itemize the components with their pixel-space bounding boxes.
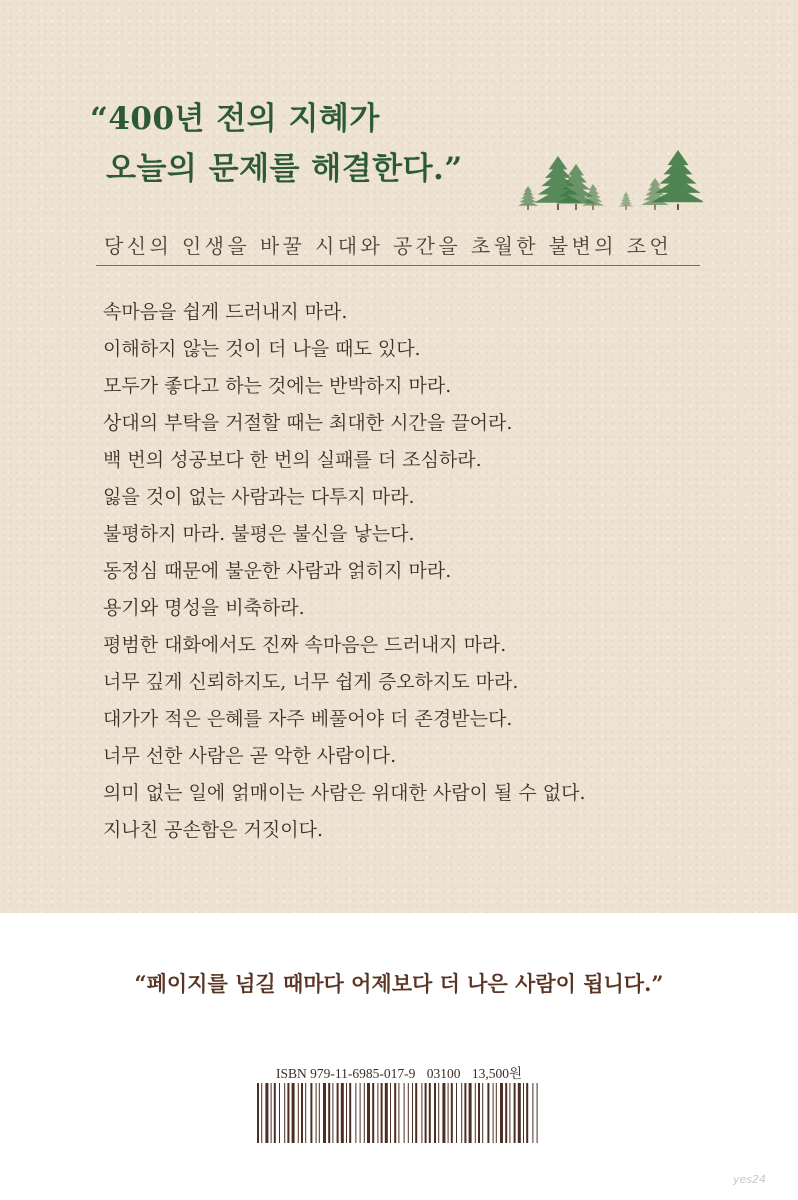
quote-line: 의미 없는 일에 얽매이는 사람은 위대한 사람이 될 수 없다. (103, 782, 586, 804)
quote-line: 불평하지 마라. 불평은 불신을 낳는다. (103, 523, 415, 545)
pine-tree (651, 150, 703, 210)
quote-line: 속마음을 쉽게 드러내지 마라. (103, 301, 348, 323)
quote-line: 이해하지 않는 것이 더 나을 때도 있다. (103, 338, 421, 360)
quote-line: 평범한 대화에서도 진짜 속마음은 드러내지 마라. (103, 634, 507, 656)
subtitle: 당신의 인생을 바꿀 시대와 공간을 초월한 불변의 조언 (104, 234, 673, 258)
quote-line: 너무 선한 사람은 곧 악한 사람이다. (103, 745, 397, 767)
quote-line: 지나친 공손함은 거짓이다. (103, 819, 324, 841)
subtitle-divider (96, 265, 700, 266)
price: 13,500원 (471, 1066, 523, 1081)
headline-line-2: 오늘의 문제를 해결한다.” (106, 151, 463, 187)
headline-line-1: “400년 전의 지혜가 (90, 101, 380, 137)
quote-line: 잃을 것이 없는 사람과는 다투지 마라. (103, 486, 415, 508)
quote-line: 상대의 부탁을 거절할 때는 최대한 시간을 끌어라. (103, 412, 513, 434)
quote-list (103, 294, 586, 849)
watermark: yes24 (733, 1173, 767, 1186)
quote-line: 모두가 좋다고 하는 것에는 반박하지 마라. (103, 375, 452, 397)
pine-trees-icon (518, 146, 703, 218)
quote-line: 동정심 때문에 불운한 사람과 얽히지 마라. (103, 560, 452, 582)
isbn-line (255, 1062, 543, 1082)
quote-line: 백 번의 성공보다 한 번의 실패를 더 조심하라. (103, 449, 482, 471)
barcode-icon (255, 1083, 543, 1143)
quote-line: 대가가 적은 은혜를 자주 베풀어야 더 존경받는다. (103, 708, 513, 730)
isbn-number: ISBN 979-11-6985-017-9 (275, 1066, 416, 1081)
pine-tree (518, 186, 538, 210)
tagline: “페이지를 넘길 때마다 어제보다 더 나은 사람이 됩니다.” (134, 971, 664, 996)
quote-line: 용기와 명성을 비축하라. (103, 597, 305, 619)
isbn-add-on: 03100 (426, 1066, 461, 1081)
quote-line: 너무 깊게 신뢰하지도, 너무 쉽게 증오하지도 마라. (103, 671, 519, 693)
pine-tree (619, 192, 634, 210)
